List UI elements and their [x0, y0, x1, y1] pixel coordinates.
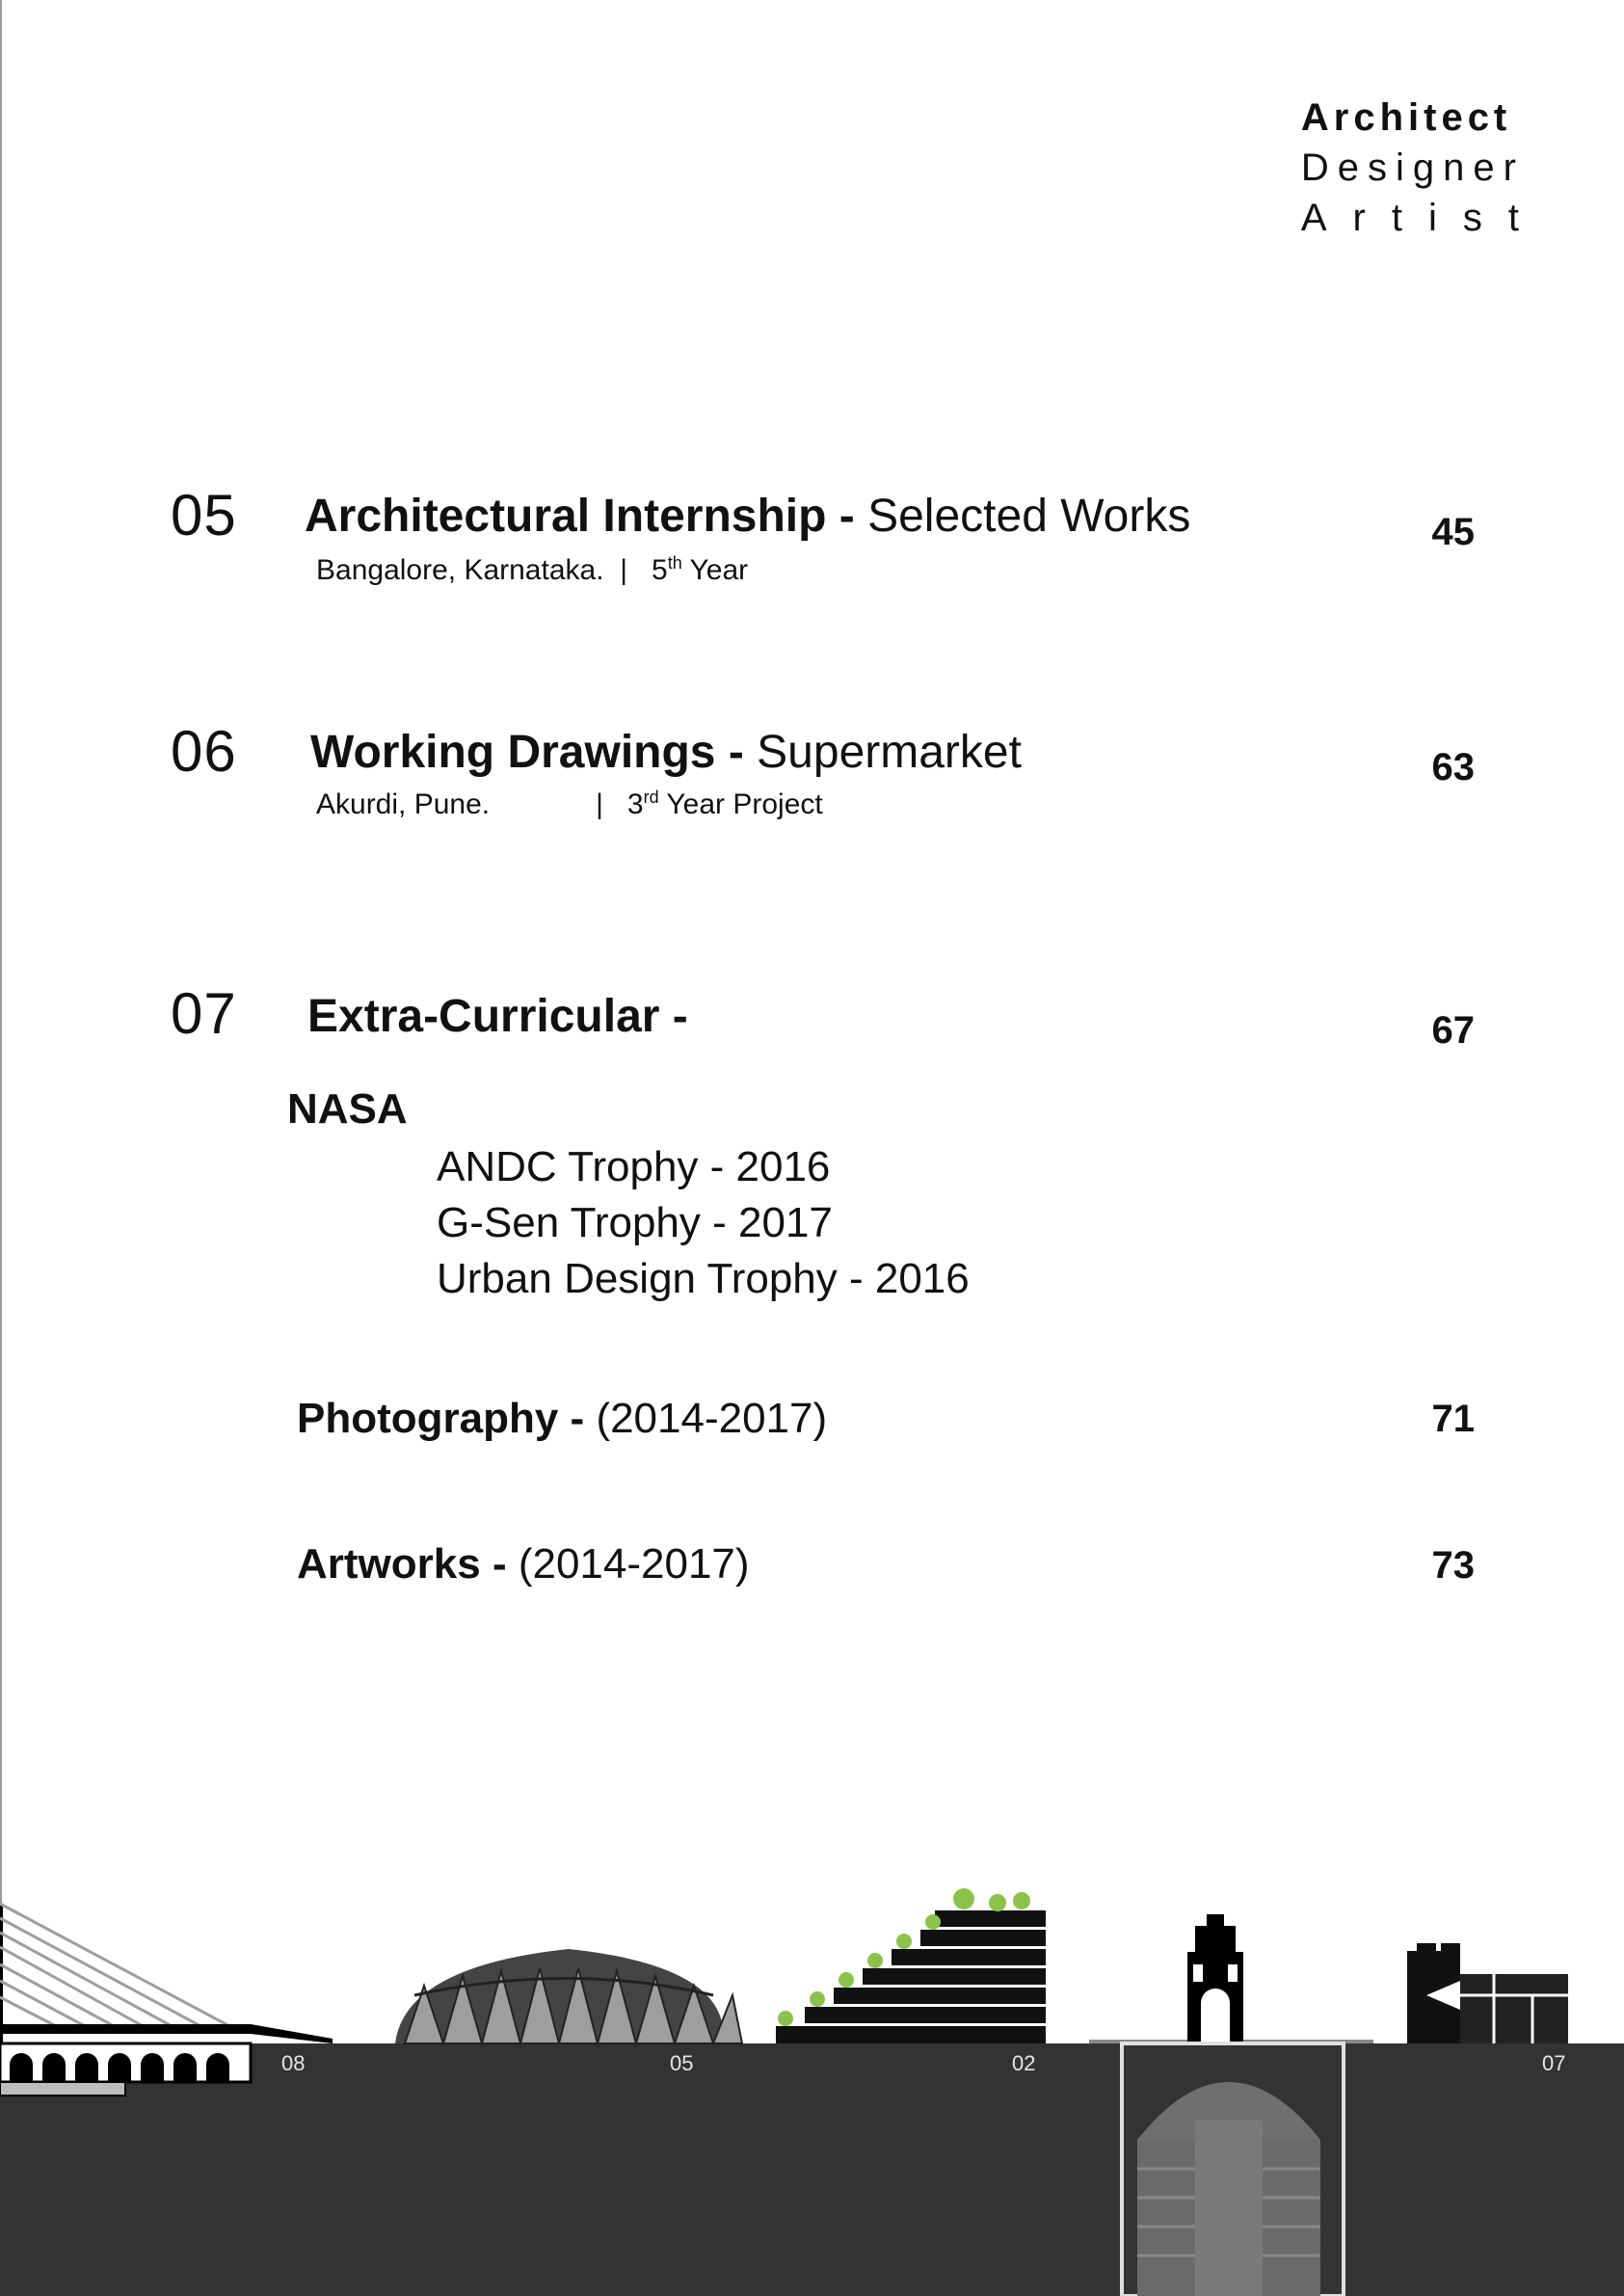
entry-title-main: Architectural Internship [305, 491, 827, 542]
entry-number: 07 [171, 981, 237, 1046]
page-number[interactable]: 67 [1431, 1009, 1475, 1052]
entry-title[interactable] [310, 726, 1022, 779]
sub-entry-photography[interactable] [297, 1395, 827, 1443]
entry-subtitle [316, 554, 748, 587]
entry-subtitle [316, 788, 823, 821]
sub-entry-title: Artworks [297, 1540, 481, 1588]
section-label: 08 [281, 2051, 306, 2075]
left-margin-rule [0, 0, 2, 1928]
list-item: ANDC Trophy - 2016 [437, 1143, 831, 1190]
section-label: 05 [670, 2051, 694, 2075]
entry-title-separator: - [826, 491, 868, 542]
sub-entry-years: (2014-2017) [518, 1540, 750, 1588]
brand-architect: Architect [1300, 96, 1512, 139]
page-number[interactable]: 73 [1431, 1544, 1475, 1587]
list-item: Urban Design Trophy - 2016 [437, 1255, 970, 1302]
entry-year-suffix: rd [643, 788, 659, 807]
list-item: G-Sen Trophy - 2017 [437, 1199, 833, 1246]
entry-title[interactable] [305, 490, 1190, 543]
entry-divider: | [596, 788, 603, 820]
entry-number: 06 [171, 719, 237, 784]
entry-title[interactable] [307, 990, 688, 1043]
skyline-illustration [0, 1851, 1624, 2296]
stadium-icon [395, 1949, 742, 2043]
entry-title-main: Extra-Curricular - [307, 991, 688, 1042]
sub-entry-separator: - [558, 1395, 597, 1442]
page-number[interactable]: 71 [1431, 1398, 1475, 1440]
entry-year-text: Year Project [666, 788, 823, 820]
sub-entry-years: (2014-2017) [596, 1395, 828, 1442]
page-number[interactable]: 63 [1431, 746, 1475, 788]
fort-icon [1407, 1943, 1568, 2043]
sub-entry-artworks[interactable] [297, 1540, 750, 1589]
trophy-list [437, 1139, 970, 1307]
section-label: 07 [1542, 2051, 1566, 2075]
entry-number: 05 [171, 483, 237, 547]
entry-title-separator: - [715, 727, 758, 778]
brand-tagline [1301, 93, 1545, 243]
brand-designer: Designer [1300, 147, 1525, 189]
entry-location: Akurdi, Pune. [316, 788, 491, 820]
entry-title-main: Working Drawings [310, 727, 716, 778]
entry-year-text: Year [689, 554, 749, 586]
sub-entry-separator: - [480, 1540, 519, 1588]
entry-year-number: 3 [626, 788, 644, 820]
entry-divider: | [620, 554, 628, 586]
section-label: 02 [1012, 2051, 1036, 2075]
nasa-heading: NASA [287, 1085, 408, 1133]
entry-title-sub: Selected Works [867, 491, 1191, 542]
page-number[interactable]: 45 [1431, 511, 1475, 553]
entry-year-suffix: th [667, 553, 682, 573]
entry-year-number: 5 [652, 554, 668, 586]
sub-entry-title: Photography [297, 1395, 559, 1442]
terrace-building-icon [776, 1888, 1046, 2043]
brand-artist: Artist [1300, 197, 1545, 239]
entry-location: Bangalore, Karnataka. [316, 554, 604, 586]
entry-title-sub: Supermarket [757, 727, 1022, 778]
